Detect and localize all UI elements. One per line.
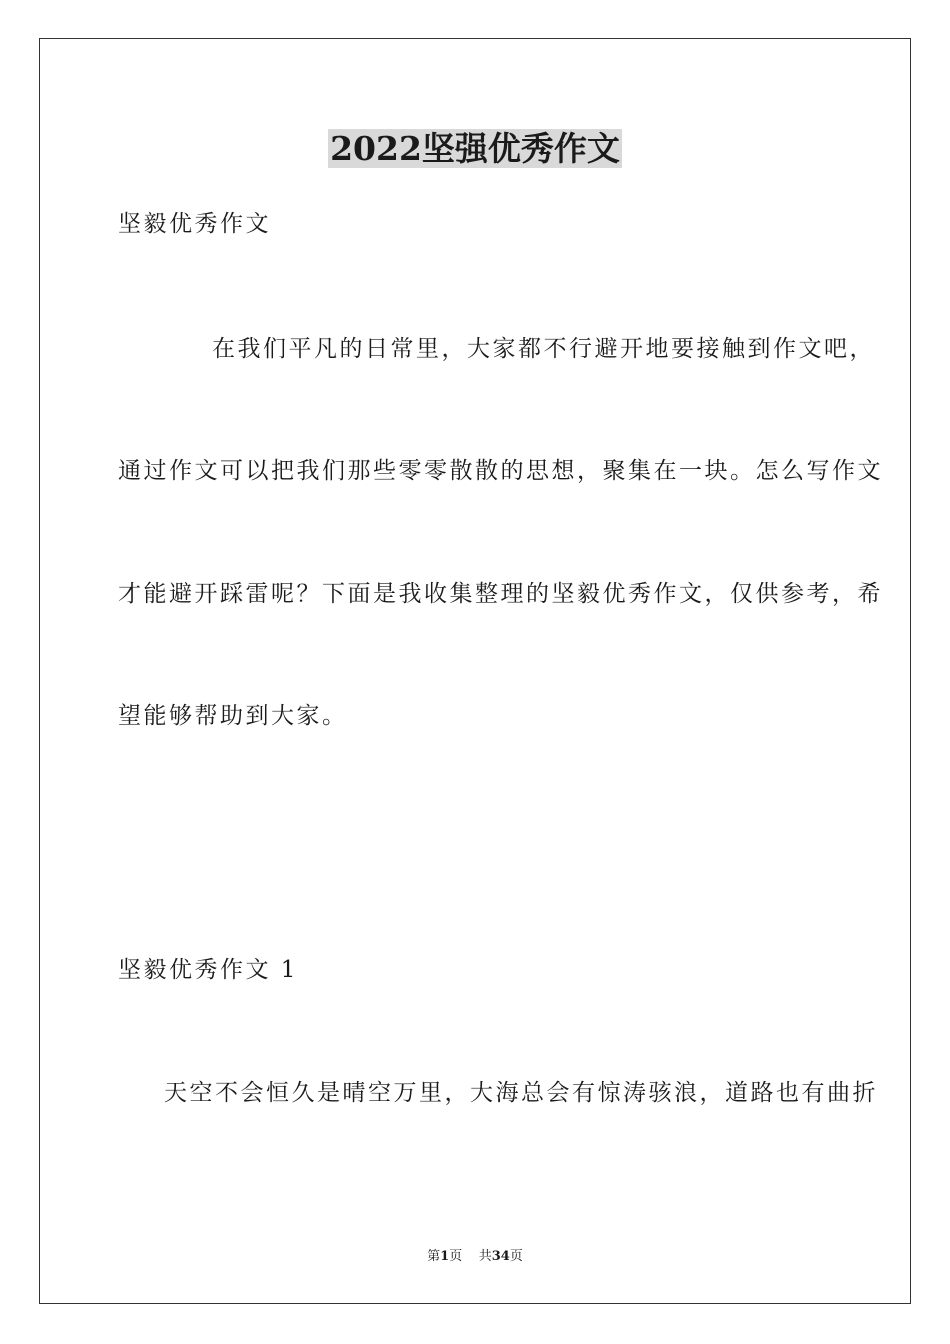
paragraph-line: 望能够帮助到大家。 — [118, 703, 348, 729]
footer-total-prefix: 共 — [478, 1249, 492, 1264]
subtitle: 坚毅优秀作文 — [118, 211, 271, 237]
footer-total-suffix: 页 — [509, 1249, 523, 1264]
footer-prefix: 第 — [427, 1249, 441, 1264]
footer-page-suffix: 页 — [449, 1249, 463, 1264]
paragraph-line: 通过作文可以把我们那些零零散散的思想，聚集在一块。怎么写作文 — [118, 458, 883, 484]
paragraph-line: 在我们平凡的日常里，大家都不行避开地要接触到作文吧， — [212, 336, 875, 362]
document-title-text: 2022坚强优秀作文 — [330, 129, 620, 168]
page-footer — [0, 1248, 950, 1266]
paragraph-line: 天空不会恒久是晴空万里，大海总会有惊涛骇浪，道路也有曲折 — [164, 1080, 878, 1106]
footer-page-number: 1 — [440, 1249, 450, 1264]
paragraph-line: 才能避开踩雷呢？下面是我收集整理的坚毅优秀作文，仅供参考，希 — [118, 581, 883, 607]
footer-total-pages: 34 — [491, 1249, 510, 1264]
document-title — [0, 126, 950, 172]
section-heading: 坚毅优秀作文 1 — [118, 957, 298, 983]
